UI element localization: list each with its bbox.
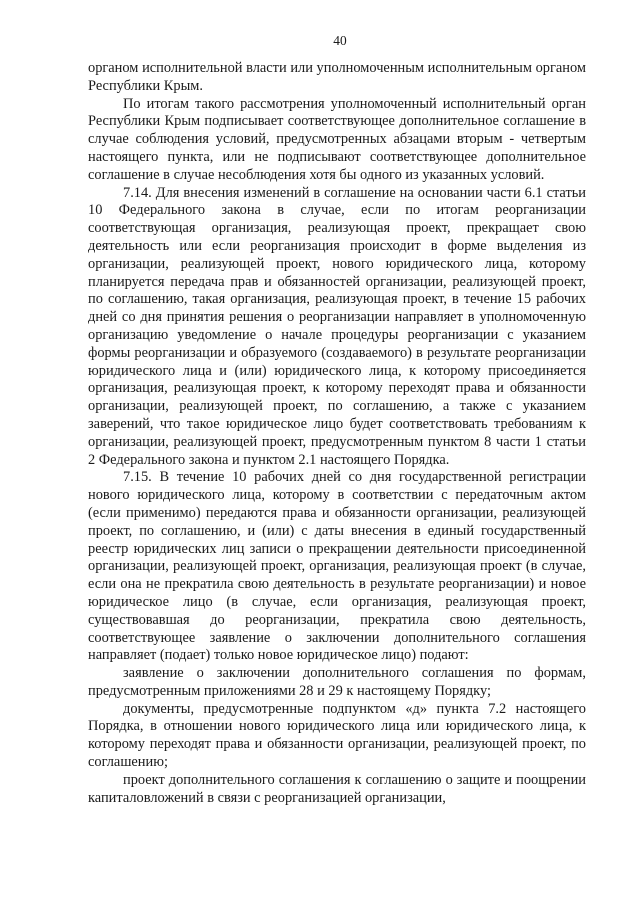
paragraph-documents-item: документы, предусмотренные подпунктом «д» пункта 7.2 настоящего Порядка, в отношении нового юридического лица или юридического лица, к которому переходят права и обязанности организации, реализующей проект, по соглашению;: [88, 700, 586, 771]
paragraph-continuation: органом исполнительной власти или уполномоченным исполнительным органом Республики Крым.: [88, 60, 586, 94]
paragraph-clause-7-14: 7.14. Для внесения изменений в соглашение на основании части 6.1 статьи 10 Федерального закона в случае, если по итогам реорганизации соответствующая организация, реализующая проект, прекращает свою деятельность или если реорганизация происходит в форме выделения из организации, реализующей проект, нового юридического лица, которому планируется передача прав и обязанностей организации, реализующей проект, по соглашению, такая организация, реализующая проект, в течение 15 рабочих дней со дня принятия решения о реорганизации направляет в уполномоченную организацию уведомление о начале процедуры реорганизации с указанием формы реорганизации и образуемого (создаваемого) в результате реорганизации юридического лица и (или) юридического лица, к которому присоединяется организация, реализующая проект, к которому переходят права и обязанности организации, реализующей проект, по соглашению, а также с указанием заверений, что такое юридическое лицо будет соответствовать требованиям к организации, реализующей проект, предусмотренным пунктом 8 части 1 статьи 2 Федерального закона и пунктом 2.1 настоящего Порядка.: [88, 184, 586, 468]
page-number: 40: [333, 33, 347, 48]
paragraph-review-results: По итогам такого рассмотрения уполномоченный исполнительный орган Республики Крым подписывает соответствующее дополнительное соглашение в случае соблюдения условий, предусмотренных абзацами вторым - четвертым настоящего пункта, или не подписывают соответствующее дополнительное соглашение в случае несоблюдения хотя бы одного из указанных условий.: [88, 95, 586, 183]
paragraph-clause-7-15: 7.15. В течение 10 рабочих дней со дня государственной регистрации нового юридического лица, которому в соответствии с передаточным актом (если применимо) передаются права и обязанности организации, реализующей проект, по соглашению, и (или) с даты внесения в единый государственный реестр юридических лиц записи о прекращении деятельности присоединенной организации, реализующей проект, организация, реализующая проект (в случае, если она не прекратила свою деятельность в результате реорганизации) и новое юридическое лицо (в случае, если организация, реализующая проект, существовавшая до реорганизации, прекратила свою деятельность, соответствующее заявление о заключении дополнительного соглашения направляет (подает) только новое юридическое лицо) подают:: [88, 469, 586, 664]
paragraph-draft-agreement-item: проект дополнительного соглашения к соглашению о защите и поощрении капиталовложений в связи с реорганизацией организации,: [88, 771, 586, 806]
document-body: [88, 60, 586, 807]
paragraph-application-item: заявление о заключении дополнительного соглашения по формам, предусмотренным приложениями 28 и 29 к настоящему Порядку;: [88, 665, 586, 699]
